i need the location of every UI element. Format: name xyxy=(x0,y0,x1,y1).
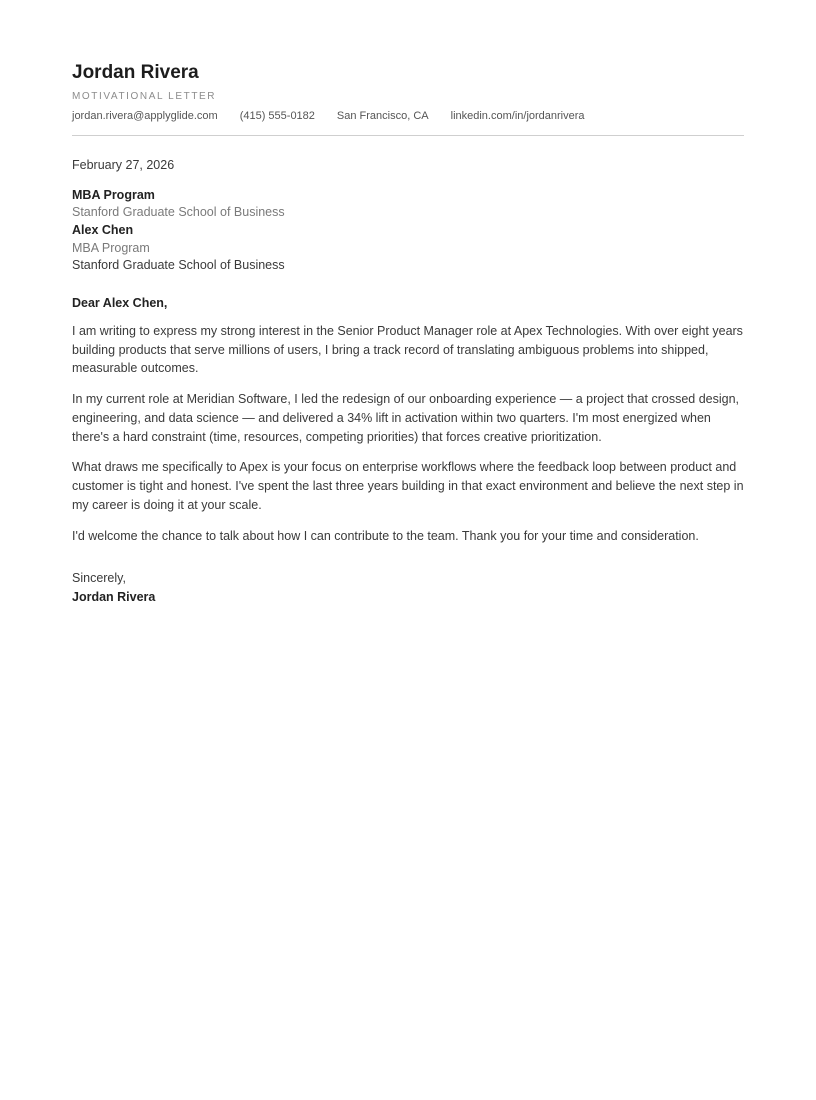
letter-header xyxy=(72,62,744,136)
recipient-contact-school: Stanford Graduate School of Business xyxy=(72,258,285,273)
recipient-org-school: Stanford Graduate School of Business xyxy=(72,205,285,220)
signature-name: Jordan Rivera xyxy=(72,590,156,605)
letter-body xyxy=(72,158,744,604)
salutation: Dear Alex Chen, xyxy=(72,295,168,310)
recipient-block xyxy=(72,187,744,275)
recipient-contact-name: Alex Chen xyxy=(72,222,134,237)
letter-date: February 27, 2026 xyxy=(72,157,175,172)
header-divider xyxy=(72,135,744,136)
recipient-org-program: MBA Program xyxy=(72,187,155,202)
paragraph-experience: In my current role at Meridian Software, I led the redesign of our onboarding experience — a project that crossed design, engineering, and data science — and delivered a 34% lift in activation within two quarters. I'm most energized when there's a hard constraint (time, resources, competing priorities) that forces creative prioritization. xyxy=(72,392,740,444)
contact-location: San Francisco, CA xyxy=(336,109,429,122)
paragraph-motivation: What draws me specifically to Apex is your focus on enterprise workflows where the feedback loop between product and customer is tight and honest. I've spent the last three years building in that exact environment and believe the next step in my career is doing it at your scale. xyxy=(72,460,744,512)
contact-email: jordan.rivera@applyglide.com xyxy=(72,109,218,122)
paragraph-intro: I am writing to express my strong interest in the Senior Product Manager role at Apex Technologies. With over eight years building products that serve millions of users, I bring a track record of translating ambiguous problems into shipped, measurable outcomes. xyxy=(72,323,743,376)
contact-linkedin: linkedin.com/in/jordanrivera xyxy=(450,109,585,122)
contact-row xyxy=(72,110,744,122)
author-name: Jordan Rivera xyxy=(72,62,199,83)
recipient-contact-program: MBA Program xyxy=(72,240,150,255)
paragraph-thanks: I'd welcome the chance to talk about how I can contribute to the team. Thank you for your time and consideration. xyxy=(72,528,699,543)
document-type-label: MOTIVATIONAL LETTER xyxy=(72,90,217,102)
closing: Sincerely, xyxy=(72,571,126,586)
contact-phone: (415) 555-0182 xyxy=(239,109,315,122)
